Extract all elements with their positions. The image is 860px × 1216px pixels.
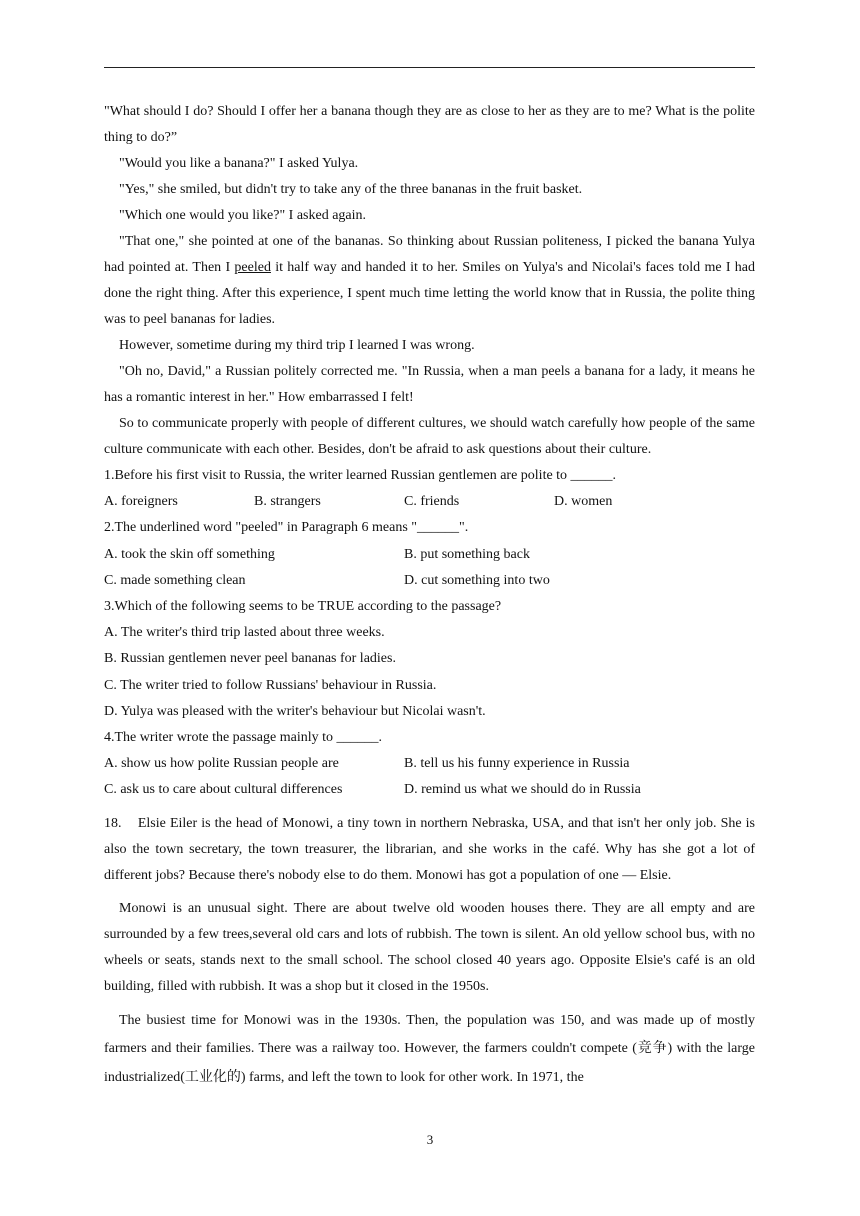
paragraph bbox=[104, 229, 755, 333]
text-run: Elsie Eiler is the head of Monowi, a tiny town in northern Nebraska, USA, and that isn't her only job. She is also the town secretary, the town treasurer, the librarian, and she works in the café. Why has she got a lot of different jobs? Because there's nobody else to do them. Monowi has got a population of one — Elsie. bbox=[104, 815, 756, 883]
option: A. The writer's third trip lasted about three weeks. bbox=[104, 625, 385, 641]
header-rule bbox=[104, 67, 755, 68]
option: B. put something back bbox=[404, 546, 530, 562]
page-number: 3 bbox=[426, 1132, 434, 1147]
underlined-word: peeled bbox=[234, 260, 271, 275]
paragraph: "Which one would you like?" I asked again. bbox=[119, 208, 367, 223]
question-stem: 2.The underlined word "peeled" in Paragraph 6 means "______". bbox=[104, 520, 469, 536]
question-stem: 3.Which of the following seems to be TRUE according to the passage? bbox=[104, 599, 502, 615]
option: A. foreigners bbox=[104, 494, 178, 510]
question-stem: 1.Before his first visit to Russia, the writer learned Russian gentlemen are polite to ______. bbox=[104, 468, 617, 483]
option-row bbox=[104, 751, 755, 777]
option: C. friends bbox=[404, 494, 460, 510]
paragraph: "Oh no, David," a Russian politely corrected me. "In Russia, when a man peels a banana for a lady, it means he has a romantic interest in her." How embarrassed I felt! bbox=[104, 364, 755, 405]
option: B. Russian gentlemen never peel bananas for ladies. bbox=[104, 651, 396, 667]
option: C. made something clean bbox=[104, 572, 246, 588]
option: B. tell us his funny experience in Russia bbox=[404, 756, 630, 772]
option: C. The writer tried to follow Russians' behaviour in Russia. bbox=[104, 677, 437, 693]
paragraph: The busiest time for Monowi was in the 1930s. Then, the population was 150, and was made up of mostly farmers and their families. There was a railway too. However, the farmers couldn't compete (竞争) with the large industrialized(工业化的) farms, and left the town to look for other work. In 1971, the bbox=[104, 1012, 755, 1085]
paragraph: "What should I do? Should I offer her a banana though they are as close to her as they are to me? What is the polite thing to do?” bbox=[104, 104, 755, 145]
paragraph bbox=[104, 811, 755, 889]
text-run: "That one," she pointed at one of the bananas. So thinking about Russian politeness, I picked the banana Yulya had pointed at. Then I bbox=[104, 234, 755, 275]
paragraph: "Yes," she smiled, but didn't try to take any of the three bananas in the fruit basket. bbox=[119, 182, 583, 197]
option: D. cut something into two bbox=[404, 572, 550, 588]
option-row bbox=[104, 777, 755, 803]
paragraph: "Would you like a banana?" I asked Yulya. bbox=[119, 156, 359, 171]
option: D. women bbox=[554, 494, 613, 510]
paragraph: Monowi is an unusual sight. There are about twelve old wooden houses there. They are all empty and are surrounded by a few trees,several old cars and lots of rubbish. The town is silent. An old yellow school bus, with no wheels or seats, stands next to the small school. The school closed 40 years ago. Opposite Elsie's café is an old building, filled with rubbish. It was a shop but it closed in the 1950s. bbox=[104, 900, 755, 994]
option-row bbox=[104, 542, 755, 568]
option-row bbox=[104, 489, 755, 515]
option: D. Yulya was pleased with the writer's behaviour but Nicolai wasn't. bbox=[104, 703, 486, 719]
page-body bbox=[104, 99, 755, 1092]
option: D. remind us what we should do in Russia bbox=[404, 782, 641, 798]
text-run: it half way and handed it to her. Smiles on Yulya's and Nicolai's faces told me I had done the right thing. After this experience, I spent much time letting the world know that in Russia, the polite thing was to peel bananas for ladies. bbox=[104, 260, 755, 327]
option-row bbox=[104, 568, 755, 594]
paragraph: However, sometime during my third trip I learned I was wrong. bbox=[119, 338, 475, 353]
option: C. ask us to care about cultural differences bbox=[104, 782, 343, 798]
paragraph: So to communicate properly with people of different cultures, we should watch carefully how people of the same culture communicate with each other. Besides, don't be afraid to ask questions about their culture. bbox=[104, 416, 755, 457]
option: B. strangers bbox=[254, 494, 321, 510]
question-number: 18. bbox=[104, 815, 122, 831]
question-stem: 4.The writer wrote the passage mainly to ______. bbox=[104, 730, 382, 746]
option: A. show us how polite Russian people are bbox=[104, 756, 339, 772]
option: A. took the skin off something bbox=[104, 546, 275, 562]
